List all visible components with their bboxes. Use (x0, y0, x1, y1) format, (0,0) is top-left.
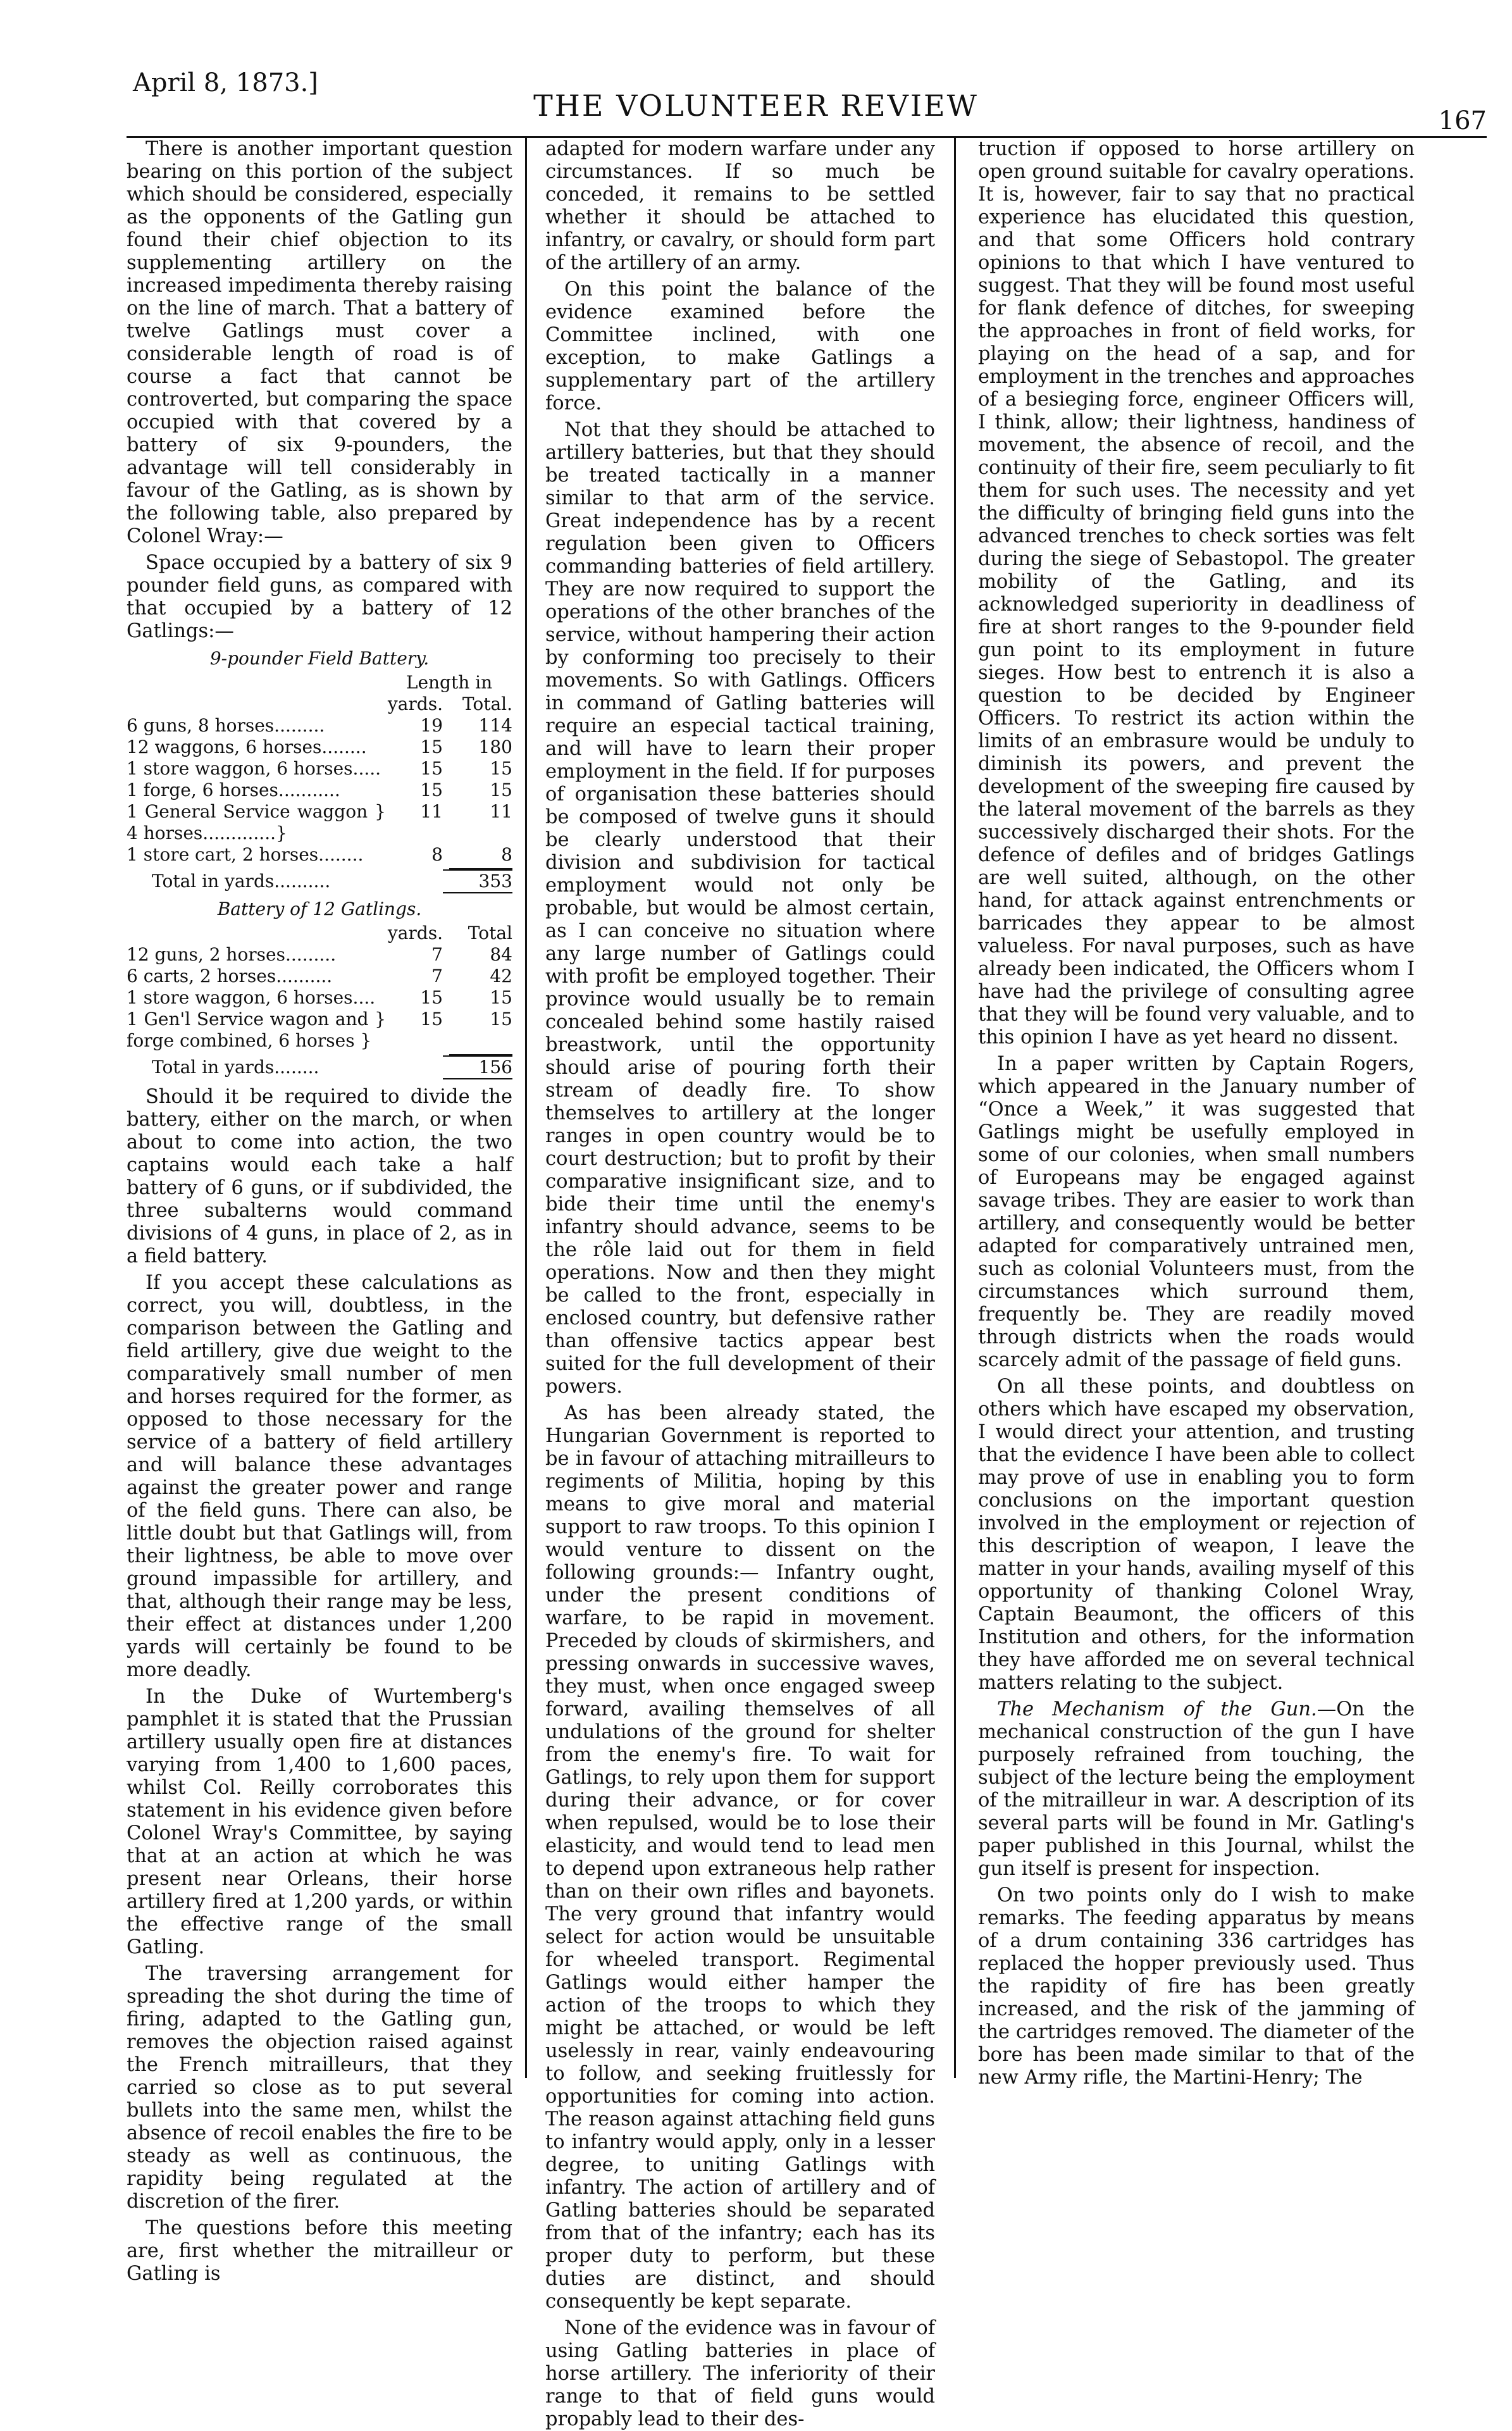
paragraph: truction if opposed to horse artillery on open ground suitable for cavalry operations. It is, however, fair to say that no practical experience has elucidated this question, and that some Officers hold contrary opinions to that which I have ventured to suggest. That they will be found most useful for flank defence of ditches, for sweeping the approaches in front of field works, for playing on the head of a sap, and for employment in the trenches and approaches of a besieging force, engineer Officers will, I think, allow; their lightness, handiness of movement, the absence of recoil, and the continuity of their fire, seem peculiarly to fit them for such uses. The necessity and yet the difficulty of bringing field guns into the advanced trenches to check sorties was felt during the siege of Sebastopol. The greater mobility of the Gatling, and its acknowledged superiority in deadliness of fire at short ranges to the 9-pounder field gun point to its employment in future sieges. How best to entrench it is also a question to be decided by Engineer Officers. To restrict its action within the limits of an embrasure would be unduly to diminish its powers, and prevent the development of the sweeping fire caused by the lateral movement of the barrels as they successively discharged their shots. For the defence of defiles and of bridges Gatlings are well suited, although, on the other hand, for attack against entrenchments or barricades they appear to be almost valueless. For naval purposes, such as have already been indicated, the Officers whom I have had the privilege of consulting agree that they will be found very valuable, and to this opinion I have as yet heard no dissent. (978, 138, 1415, 1048)
column-1 (127, 138, 512, 2285)
section-heading: The Mechanism of the Gun. (997, 1698, 1317, 1720)
total-label: Total in yards.......... (152, 871, 331, 892)
row-label: 1 store cart, 2 horses........ (127, 844, 364, 865)
paragraph: On this point the balance of the evidence examined before the Committee inclined, with one exception, to make Gatlings a supplementary part of the artillery force. (545, 278, 935, 414)
issue-date: April 8, 1873.] (133, 68, 318, 97)
row-length: 15 (420, 1009, 443, 1029)
table-header (127, 672, 512, 693)
row-length: 8 (431, 844, 443, 865)
row-label: 1 forge, 6 horses........... (127, 780, 340, 800)
paragraph (978, 1698, 1415, 1881)
table-row (127, 987, 512, 1009)
table-row (127, 737, 512, 758)
table-row (127, 758, 512, 780)
column-divider (954, 138, 956, 2078)
row-label: 12 guns, 2 horses......... (127, 944, 337, 965)
table-caption: 9-pounder Field Battery. (209, 648, 430, 669)
paragraph: None of the evidence was in favour of using Gatling batteries in place of horse artillery. The inferiority of their range to that of field guns would propably lead to their des- (545, 2317, 935, 2430)
table-total-row (127, 1055, 512, 1079)
table-row (127, 944, 512, 966)
total-value: 353 (443, 869, 512, 893)
row-total: 42 (490, 966, 512, 986)
row-label: 1 store waggon, 6 horses.... (127, 987, 376, 1008)
field-battery-table (127, 648, 512, 1079)
total-value: 156 (443, 1055, 512, 1079)
paragraph: adapted for modern warfare under any circumstances. If so much be conceded, it remains to be settled whether it should be attached to infantry, or cavalry, or should form part of the artillery of an army. (545, 138, 935, 274)
row-total: 15 (490, 987, 512, 1008)
row-total: 8 (501, 844, 512, 865)
row-total: 15 (490, 758, 512, 779)
table-row (127, 966, 512, 987)
column-header: yards. (387, 923, 443, 943)
row-label: 1 General Service waggon } 4 horses.............} (127, 801, 386, 843)
row-total: 180 (478, 737, 512, 757)
paragraph: Space occupied by a battery of six 9 pounder field guns, as compared with that occupied by a battery of 12 Gatlings:— (127, 552, 512, 642)
paragraph: As has been already stated, the Hungarian Government is reported to be in favour of attaching mitrailleurs to regiments of Militia, hoping by this means to give moral and material support to raw troops. To this opinion I would venture to dissent on the following grounds:— Infantry ought, under the present conditions of warfare, to be rapid in movement. Preceded by clouds of skirmishers, and pressing onwards in successive waves, they must, when once engaged sweep forward, availing themselves of all undulations of the ground for shelter from the enemy's fire. To wait for Gatlings, to rely upon them for support during their advance, or for cover when repulsed, would be to lose their elasticity, and would tend to lead men to depend upon extraneous help rather than on their own rifles and bayonets. The very ground that infantry would select for action would be unsuitable for wheeled transport. Regimental Gatlings would either hamper the action of the troops to which they might be attached, or would be left uselessly in rear, vainly endeavouring to follow, and seeking fruitlessly for opportunities for coming into action. The reason against attaching field guns to infantry would apply, only in a lesser degree, to uniting Gatlings with infantry. The action of artillery and of Gatling batteries should be separated from that of the infantry; each has its proper duty to perform, but these duties are distinct, and should consequently be kept separate. (545, 1402, 935, 2313)
table-caption: Battery of 12 Gatlings. (217, 898, 422, 919)
row-total: 15 (490, 780, 512, 800)
paragraph: On two points only do I wish to make remarks. The feeding apparatus by means of a drum containing 336 cartridges has replaced the hopper previously used. Thus the rapidity of fire has been greatly increased, and the risk of the jamming of the cartridges removed. The diameter of the bore has been made similar to that of the new Army rifle, the Martini-Henry; The (978, 1884, 1415, 2089)
column-header: Total. (462, 693, 512, 714)
column-3 (978, 138, 1415, 2089)
table-row (127, 715, 512, 737)
row-length: 7 (431, 966, 443, 986)
table-row (127, 1009, 512, 1052)
row-label: 1 store waggon, 6 horses..... (127, 758, 381, 779)
table-row (127, 844, 512, 866)
paragraph: The traversing arrangement for spreading the shot during the time of firing, adapted to the Gatling gun, removes the objection raised against the French mitrailleurs, that they carried so close as to put several bullets into the same men, whilst the absence of recoil enables the fire to be steady as well as continuous, the rapidity being regulated at the discretion of the firer. (127, 1963, 512, 2213)
paragraph: In a paper written by Captain Rogers, which appeared in the January number of “Once a Week,” it was suggested that Gatlings might be usefully employed in some of our colonies, when small numbers of Europeans may be engaged against savage tribes. They are easier to work than artillery, and consequently would be better adapted for comparatively untrained men, such as colonial Volunteers must, from the circumstances which surround them, frequently be. They are readily moved through districts when the roads would scarcely admit of the passage of field guns. (978, 1053, 1415, 1371)
column-header: Length in (406, 672, 493, 693)
column-header: Total (468, 923, 512, 943)
column-2 (545, 138, 935, 2430)
row-label: 1 Gen'l Service wagon and } forge combined, 6 horses } (127, 1009, 386, 1051)
row-length: 7 (431, 944, 443, 965)
table-header-row (127, 923, 512, 944)
row-total: 11 (490, 801, 512, 822)
publication-title: THE VOLUNTEER REVIEW (533, 89, 979, 123)
row-label: 12 waggons, 6 horses........ (127, 737, 367, 757)
row-length: 15 (420, 758, 443, 779)
column-divider (525, 138, 527, 2078)
table-row (127, 801, 512, 844)
paragraph: Should it be required to divide the battery, either on the march, or when about to come into action, the two captains would each take a half battery of 6 guns, or if subdivided, the three subalterns would command divisions of 4 guns, in place of 2, as in a field battery. (127, 1086, 512, 1267)
table-row (127, 780, 512, 801)
page-header (0, 0, 1512, 135)
row-length: 11 (420, 801, 443, 822)
page-number: 167 (1438, 106, 1487, 135)
row-length: 15 (420, 987, 443, 1008)
row-length: 15 (420, 780, 443, 800)
row-total: 114 (478, 715, 512, 736)
table-total-row (127, 869, 512, 893)
paragraph: On all these points, and doubtless on others which have escaped my observation, I would direct your attention, and trusting that the evidence I have been able to collect may prove of use in enabling you to form conclusions on the important question involved in the employment or rejection of this description of weapon, I leave the matter in your hands, availing myself of this opportunity of thanking Colonel Wray, Captain Beaumont, the officers of this Institution and others, for the information they have afforded me on several technical matters relating to the subject. (978, 1376, 1415, 1694)
row-length: 19 (420, 715, 443, 736)
row-total: 84 (490, 944, 512, 965)
paragraph: There is another important question bearing on this portion of the subject which should be considered, especially as the opponents of the Gatling gun found their chief objection to its supplementing artillery on the increased impedimenta thereby raising on the line of march. That a battery of twelve Gatlings must cover a considerable length of road is of course a fact that cannot be controverted, but comparing the space occupied with that covered by a battery of six 9-pounders, the advantage will tell considerably in favour of the Gatling, as is shown by the following table, also prepared by Colonel Wray:— (127, 138, 512, 547)
paragraph: Not that they should be attached to artillery batteries, but that they should be treated tactically in a manner similar to that arm of the service. Great independence has by a recent regulation been given to Officers commanding batteries of field artillery. They are now required to support the operations of the other branches of the service, without hampering their action by conforming too precisely to their movements. So with Gatlings. Officers in command of Gatling batteries will require an especial tactical training, and will have to learn their proper employment in the field. If for purposes of organisation these batteries should be composed of twelve guns it should be clearly understood that their division and subdivision for tactical employment would not only be probable, but would be almost certain, as I can conceive no situation where any large number of Gatlings could with profit be employed together. Their province would usually be to remain concealed behind some hastily raised breastwork, until the opportunity should arise of pouring forth their stream of deadly fire. To show themselves to artillery at the longer ranges in open country would be to court destruction; but to profit by their comparative insignificant size, and to bide their time until the enemy's infantry should advance, seems to be the rôle laid out for them in field operations. Now and then they might be called to the front, especially in enclosed country, but defensive rather than offensive tactics appear best suited for the full development of their powers. (545, 419, 935, 1398)
column-header: yards. (387, 693, 443, 714)
row-label: 6 carts, 2 horses.......... (127, 966, 333, 986)
paragraph: In the Duke of Wurtemberg's pamphlet it is stated that the Prussian artillery usually open fire at distances varying from 1,400 to 1,600 paces, whilst Col. Reilly corroborates this statement in his evidence given before Colonel Wray's Committee, by saying that at an action at which he was present near Orleans, their horse artillery fired at 1,200 yards, or within the effective range of the small Gatling. (127, 1686, 512, 1958)
row-length: 15 (420, 737, 443, 757)
paragraph: If you accept these calculations as correct, you will, doubtless, in the comparison between the Gatling and field artillery, give due weight to the comparatively small number of men and horses required for the former, as opposed to those necessary for the service of a battery of field artillery and will balance these advantages against the greater power and range of the field guns. There can also, be little doubt but that Gatlings will, from their lightness, be able to move over ground impassible for artillery, and that, although their range may be less, their effect at distances under 1,200 yards will certainly be found to be more deadly. (127, 1272, 512, 1681)
row-label: 6 guns, 8 horses......... (127, 715, 325, 736)
paragraph: The questions before this meeting are, first whether the mitrailleur or Gatling is (127, 2217, 512, 2285)
table-header-row (127, 693, 512, 715)
paragraph-text: —On the mechanical construction of the gun I have purposely refrained from touching, the subject of the lecture being the employment of the mitrailleur in war. A description of its several parts will be found in Mr. Gatling's paper published in this Journal, whilst the gun itself is present for inspection. (978, 1698, 1415, 1880)
total-label: Total in yards........ (152, 1057, 319, 1078)
row-total: 15 (490, 1009, 512, 1029)
